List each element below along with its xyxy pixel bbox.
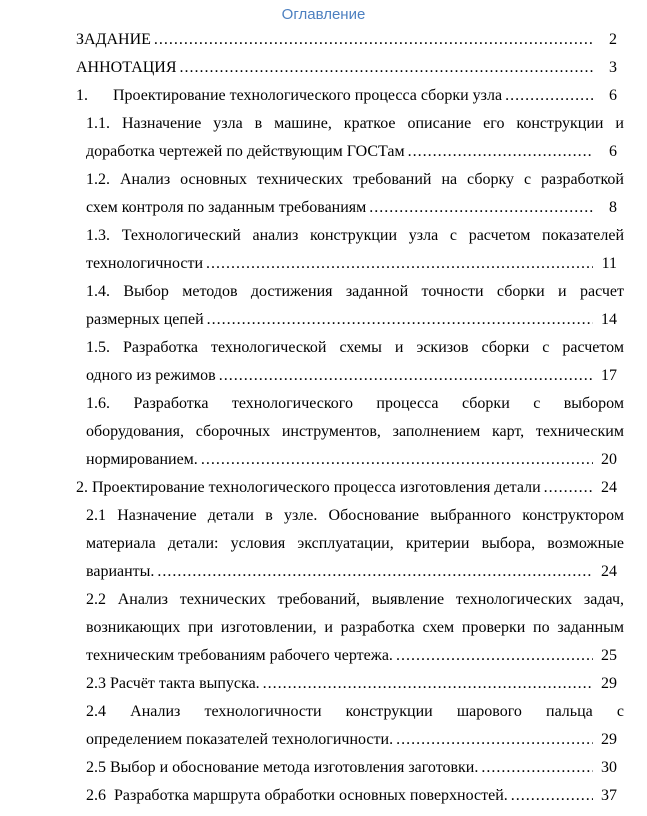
toc-page-number: 17 (601, 367, 617, 384)
toc-entry[interactable] (76, 278, 624, 334)
toc-entry[interactable] (76, 670, 624, 698)
toc-entry-text: АННОТАЦИЯ (76, 59, 177, 76)
dot-leader (544, 474, 593, 502)
toc-entry-line: оборудования, сборочных инструментов, заполнением карт, техническим (86, 423, 624, 440)
toc-page-number: 29 (601, 675, 617, 692)
toc-entry[interactable] (76, 334, 624, 390)
toc-entry[interactable] (76, 222, 624, 278)
toc-entry-text: варианты. (86, 563, 155, 580)
toc-entry-line (86, 782, 624, 810)
toc-entry-line (76, 26, 624, 54)
dot-leader (396, 726, 593, 754)
toc-page-number: 2 (609, 31, 617, 48)
toc-entry-text: 2.6 Разработка маршрута обработки основных поверхностей. (86, 787, 508, 804)
toc-entry-line (86, 558, 624, 586)
dot-leader (201, 446, 593, 474)
toc-entry-text: техническим требованиям рабочего чертежа. (86, 647, 393, 664)
toc-entry-text: 2.3 Расчёт такта выпуска. (86, 675, 260, 692)
toc-page-number: 6 (609, 87, 617, 104)
toc-entry-text: 2.5 Выбор и обоснование метода изготовления заготовки. (86, 759, 479, 776)
toc-entry-text: определением показателей технологичности. (86, 731, 394, 748)
toc-entry[interactable] (76, 698, 624, 754)
toc-entry-line: 2.4 Анализ технологичности конструкции шарового пальца с (86, 703, 624, 720)
toc-page-number: 30 (601, 759, 617, 776)
toc-entry[interactable] (76, 586, 624, 670)
toc-entry-line (86, 306, 624, 334)
toc-entry-text: схем контроля по заданным требованиям (86, 199, 367, 216)
toc-page-number: 6 (609, 143, 617, 160)
toc-page-number: 37 (601, 787, 617, 804)
toc-entry-line (86, 194, 624, 222)
toc-entry-number: 1. (76, 87, 88, 104)
toc-entry-text: доработка чертежей по действующим ГОСТам (86, 143, 405, 160)
toc-entry-line (76, 54, 624, 82)
toc-entry[interactable] (76, 474, 624, 502)
toc-entry-line: 2.1 Назначение детали в узле. Обоснование выбранного конструктором (86, 507, 624, 524)
toc-entry-line (86, 362, 624, 390)
table-of-contents (0, 24, 647, 810)
toc-page-number: 20 (601, 451, 617, 468)
toc-entry-line: 1.2. Анализ основных технических требований на сборку с разработкой (86, 171, 624, 188)
dot-leader (481, 754, 593, 782)
dot-leader (157, 558, 593, 586)
toc-entry-text: Проектирование технологического процесса сборки узла (113, 87, 503, 104)
toc-entry-line (86, 726, 624, 754)
toc-page-number: 11 (601, 255, 617, 272)
toc-page-number: 25 (601, 647, 617, 664)
dot-leader (219, 362, 593, 390)
toc-page-number: 29 (601, 731, 617, 748)
toc-entry-line (86, 642, 624, 670)
toc-entry-line: 1.3. Технологический анализ конструкции узла с расчетом показателей (86, 227, 624, 244)
dot-leader (408, 138, 593, 166)
toc-entry-line: материала детали: условия эксплуатации, критерии выбора, возможные (86, 535, 624, 552)
dot-leader (154, 26, 593, 54)
toc-entry-text: 2. Проектирование технологического процесса изготовления детали (76, 479, 541, 496)
dot-leader (263, 670, 593, 698)
dot-leader (207, 306, 593, 334)
toc-entry-line (86, 446, 624, 474)
toc-entry-line: 1.6. Разработка технологического процесса сборки с выбором (86, 395, 624, 412)
toc-page-number: 24 (601, 563, 617, 580)
toc-entry-line (76, 474, 624, 502)
toc-entry-line: возникающих при изготовлении, и разработка схем проверки по заданным (86, 619, 624, 636)
toc-page-number: 14 (601, 311, 617, 328)
toc-entry[interactable] (76, 54, 624, 82)
dot-leader (511, 782, 593, 810)
toc-entry-line (86, 138, 624, 166)
toc-entry-text: ЗАДАНИЕ (76, 31, 151, 48)
toc-entry[interactable] (76, 110, 624, 166)
toc-entry-line (86, 250, 624, 278)
toc-entry-text: технологичности (86, 255, 204, 272)
toc-page-number: 24 (601, 479, 617, 496)
toc-heading: Оглавление (281, 6, 366, 23)
toc-entry[interactable] (76, 502, 624, 586)
dot-leader (369, 194, 593, 222)
toc-entry[interactable] (76, 166, 624, 222)
toc-entry[interactable] (76, 82, 624, 110)
toc-entry-line: 1.4. Выбор методов достижения заданной точности сборки и расчет (86, 283, 624, 300)
dot-leader (505, 82, 593, 110)
toc-entry-text: нормированием. (86, 451, 198, 468)
toc-entry[interactable] (76, 754, 624, 782)
toc-entry-line: 1.1. Назначение узла в машине, краткое описание его конструкции и (86, 115, 624, 132)
toc-page-number: 3 (609, 59, 617, 76)
toc-entry-line (86, 670, 624, 698)
toc-entry-line (76, 82, 624, 110)
toc-entry-line: 1.5. Разработка технологической схемы и эскизов сборки с расчетом (86, 339, 624, 356)
toc-entry-line: 2.2 Анализ технических требований, выявление технологических задач, (86, 591, 624, 608)
dot-leader (206, 250, 593, 278)
toc-entry-text: одного из режимов (86, 367, 216, 384)
toc-entry-line (86, 754, 624, 782)
toc-entry[interactable] (76, 782, 624, 810)
toc-entry[interactable] (76, 390, 624, 474)
dot-leader (396, 642, 593, 670)
toc-entry-text: размерных цепей (86, 311, 204, 328)
toc-page-number: 8 (609, 199, 617, 216)
dot-leader (180, 54, 593, 82)
toc-entry[interactable] (76, 26, 624, 54)
